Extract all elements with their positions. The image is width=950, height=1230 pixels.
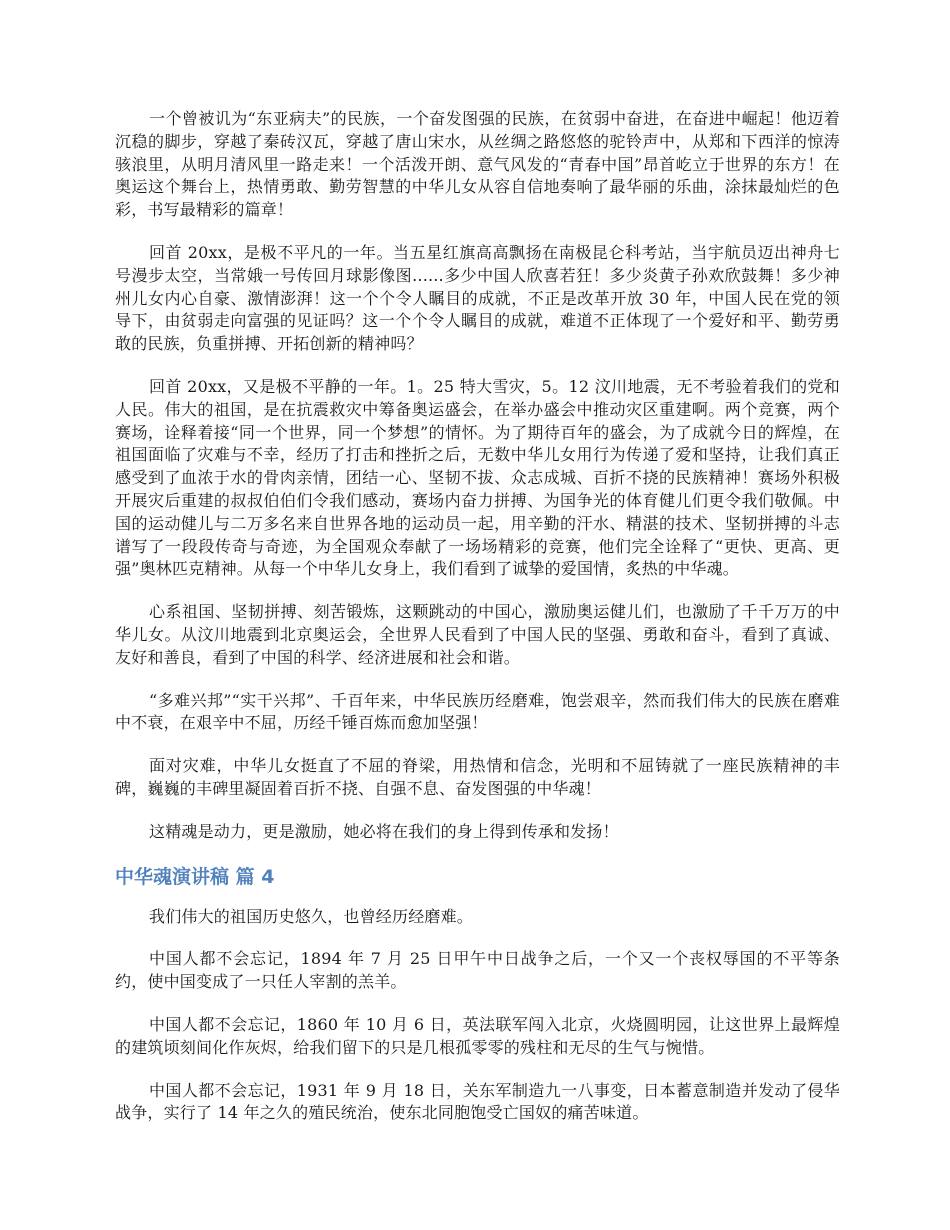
paragraph: 面对灾难，中华儿女挺直了不屈的脊梁，用热情和信念，光明和不屈铸就了一座民族精神的丰碑，巍巍的丰碑里凝固着百折不挠、自强不息、奋发图强的中华魂！ [115, 756, 840, 798]
section-heading: 中华魂演讲稿 篇 4 [115, 865, 275, 888]
paragraph: 我们伟大的祖国历史悠久，也曾经历经磨难。 [149, 906, 474, 926]
paragraph: 回首 20xx，是极不平凡的一年。当五星红旗高高飘扬在南极昆仑科考站，当宇航员迈出神舟七号漫步太空，当常娥一号传回月球影像图......多少中国人欣喜若狂！多少炎黄子孙欢欣鼓舞！多少神州儿女内心自豪、激情澎湃！这一个个令人瞩目的成就，不正是改革开放 30 年，中国人民在党的领导下，由贫弱走向富强的见证吗？这一个个令人瞩目的成就，难道不正体现了一个爱好和平、勤劳勇敢的民族，负重拼搏、开拓创新的精神吗？ [115, 242, 840, 354]
paragraph: “多难兴邦”“实干兴邦”、千百年来，中华民族历经磨难，饱尝艰辛，然而我们伟大的民族在磨难中不衰，在艰辛中不屈，历经千锤百炼而愈加坚强！ [115, 690, 840, 733]
paragraph: 心系祖国、坚韧拼搏、刻苦锻炼，这颗跳动的中国心，激励奥运健儿们，也激励了千千万万的中华儿女。从汶川地震到北京奥运会，全世界人民看到了中国人民的坚强、勇敢和奋斗，看到了真诚、友好和善良，看到了中国的科学、经济进展和社会和谐。 [115, 602, 840, 667]
paragraph: 回首 20xx，又是极不平静的一年。1。25 特大雪灾，5。12 汶川地震，无不考验着我们的党和人民。伟大的祖国，是在抗震救灾中筹备奥运盛会，在举办盛会中推动灾区重建啊。两个竞赛，两个赛场，诠释着接“同一个世界，同一个梦想”的情怀。为了期待百年的盛会，为了成就今日的辉煌，在祖国面临了灾难与不幸，经历了打击和挫折之后，无数中华儿女用行为传递了爱和坚持，让我们真正感受到了血浓于水的骨肉亲情，团结一心、坚韧不拔、众志成城、百折不挠的民族精神！赛场外积极开展灾后重建的叔叔伯伯们令我们感动，赛场内奋力拼搏、为国争光的体育健儿们更令我们敬佩。中国的运动健儿与二万多名来自世界各地的运动员一起，用辛勤的汗水、精湛的技术、坚韧拼搏的斗志谱写了一段段传奇与奇迹，为全国观众奉献了一场场精彩的竞赛，他们完全诠释了“更快、更高、更强”奥林匹克精神。从每一个中华儿女身上，我们看到了诚挚的爱国情，炙热的中华魂。 [115, 376, 840, 579]
paragraph: 这精魂是动力，更是激励，她必将在我们的身上得到传承和发扬！ [149, 821, 619, 841]
paragraph: 一个曾被讥为“东亚病夫”的民族，一个奋发图强的民族，在贫弱中奋进，在奋进中崛起！他迈着沉稳的脚步，穿越了秦砖汉瓦，穿越了唐山宋水，从丝绸之路悠悠的驼铃声中，从郑和下西洋的惊涛骇浪里，从明月清风里一路走来！一个活泼开朗、意气风发的“青春中国”昂首屹立于世界的东方！在奥运这个舞台上，热情勇敢、勤劳智慧的中华儿女从容自信地奏响了最华丽的乐曲，涂抹最灿烂的色彩，书写最精彩的篇章！ [115, 109, 840, 220]
paragraph: 中国人都不会忘记，1894 年 7 月 25 日甲午中日战争之后，一个又一个丧权辱国的不平等条约，使中国变成了一只任人宰割的羔羊。 [115, 949, 840, 992]
paragraph: 中国人都不会忘记，1860 年 10 月 6 日，英法联军闯入北京，火烧圆明园，让这世界上最辉煌的建筑顷刻间化作灰烬，给我们留下的只是几根孤零零的残柱和无尽的生气与惋惜。 [115, 1014, 840, 1057]
paragraph: 中国人都不会忘记，1931 年 9 月 18 日，关东军制造九一八事变，日本蓄意制造并发动了侵华战争，实行了 14 年之久的殖民统治，使东北同胞饱受亡国奴的痛苦味道。 [115, 1080, 840, 1123]
document-page [115, 108, 840, 1145]
